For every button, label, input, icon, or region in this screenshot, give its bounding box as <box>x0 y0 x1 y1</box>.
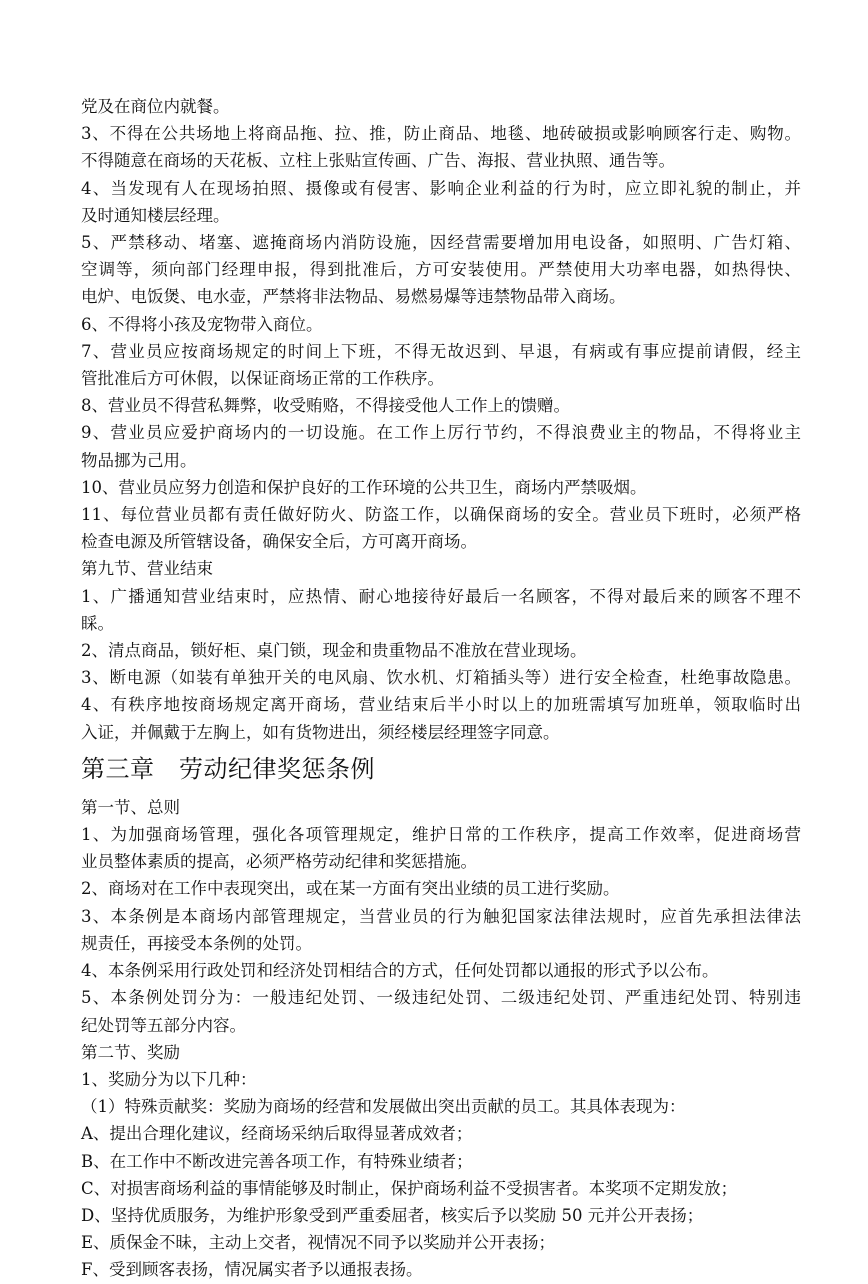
text-line: 8、营业员不得营私舞弊，收受贿赂，不得接受他人工作上的馈赠。 <box>81 396 570 416</box>
text-line: 2、清点商品，锁好柜、桌门锁，现金和贵重物品不准放在营业现场。 <box>81 641 587 661</box>
text-line: 10、营业员应努力创造和保护良好的工作环境的公共卫生，商场内严禁吸烟。 <box>81 477 647 497</box>
text-line: 3、不得在公共场地上将商品拖、拉、推，防止商品、地毯、地砖破损或影响顾客行走、购物。 <box>81 124 801 144</box>
text-line: 空调等，须向部门经理申报，得到批准后，方可安装使用。严禁使用大功率电器，如热得快、 <box>81 260 801 280</box>
text-line: D、坚持优质服务，为维护形象受到严重委屈者，核实后予以奖励 50 元并公开表扬； <box>81 1205 704 1225</box>
text-line: 7、营业员应按商场规定的时间上下班，不得无故迟到、早退，有病或有事应提前请假，经主 <box>81 341 801 361</box>
text-line: 第二节、奖励 <box>81 1042 180 1062</box>
text-line: 4、当发现有人在现场拍照、摄像或有侵害、影响企业利益的行为时，应立即礼貌的制止，并 <box>81 178 801 198</box>
text-line: 5、本条例处罚分为：一般违纪处罚、一级违纪处罚、二级违纪处罚、严重违纪处罚、特别违 <box>81 988 801 1008</box>
text-line: 电炉、电饭煲、电水壶，严禁将非法物品、易燃易爆等违禁物品带入商场。 <box>81 287 626 307</box>
text-line: 第一节、总则 <box>81 797 180 817</box>
text-line: 党及在商位内就餐。 <box>81 97 230 116</box>
text-line: 2、商场对在工作中表现突出，或在某一方面有突出业绩的员工进行奖励。 <box>81 879 620 899</box>
text-line: E、质保金不昧，主动上交者，视情况不同予以奖励并公开表扬； <box>81 1233 556 1253</box>
text-line: （1）特殊贡献奖：奖励为商场的经营和发展做出突出贡献的员工。其具体表现为： <box>81 1097 686 1117</box>
text-line: B、在工作中不断改进完善各项工作，有特殊业绩者； <box>81 1151 473 1171</box>
text-line: 1、广播通知营业结束时，应热情、耐心地接待好最后一名顾客，不得对最后来的顾客不理不 <box>81 586 801 606</box>
text-line: 4、本条例采用行政处罚和经济处罚相结合的方式，任何处罚都以通报的形式予以公布。 <box>81 961 719 981</box>
text-line: 4、有秩序地按商场规定离开商场，营业结束后半小时以上的加班需填写加班单，领取临时出 <box>81 695 801 715</box>
text-line: 管批准后方可休假，以保证商场正常的工作秩序。 <box>81 369 444 389</box>
text-line: 业员整体素质的提高，必须严格劳动纪律和奖惩措施。 <box>81 852 477 872</box>
text-line: F、受到顾客表扬，情况属实者予以通报表扬。 <box>81 1260 423 1280</box>
text-line: 3、本条例是本商场内部管理规定，当营业员的行为触犯国家法律法规时，应首先承担法律法 <box>81 906 801 926</box>
text-line: 不得随意在商场的天花板、立柱上张贴宣传画、广告、海报、营业执照、通告等。 <box>81 151 675 171</box>
text-line: 第九节、营业结束 <box>81 559 213 579</box>
document-page <box>81 93 801 1284</box>
text-line: 3、断电源（如装有单独开关的电风扇、饮水机、灯箱插头等）进行安全检查，杜绝事故隐患。 <box>81 668 801 688</box>
text-line: A、提出合理化建议，经商场采纳后取得显著成效者； <box>81 1124 473 1144</box>
section-retail-rules <box>81 93 801 746</box>
text-line: 6、不得将小孩及宠物带入商位。 <box>81 314 323 334</box>
text-line: 检查电源及所管辖设备，确保安全后，方可离开商场。 <box>81 532 477 552</box>
text-line: 11、每位营业员都有责任做好防火、防盗工作，以确保商场的安全。营业员下班时，必须严格 <box>81 505 801 525</box>
text-line: 睬。 <box>81 613 114 633</box>
text-line: 1、为加强商场管理，强化各项管理规定，维护日常的工作秩序，提高工作效率，促进商场营 <box>81 825 801 845</box>
text-line: 1、奖励分为以下几种： <box>81 1069 257 1089</box>
text-line: 物品挪为己用。 <box>81 450 197 470</box>
text-line: 5、严禁移动、堵塞、遮掩商场内消防设施，因经营需要增加用电设备，如照明、广告灯箱、 <box>81 233 801 253</box>
text-line: C、对损害商场利益的事情能够及时制止，保护商场利益不受损害者。本奖项不定期发放； <box>81 1178 738 1198</box>
text-line: 纪处罚等五部分内容。 <box>81 1015 246 1035</box>
text-line: 9、营业员应爱护商场内的一切设施。在工作上厉行节约，不得浪费业主的物品，不得将业主 <box>81 423 801 443</box>
text-line: 规责任，再接受本条例的处罚。 <box>81 933 312 953</box>
text-line: 入证，并佩戴于左胸上，如有货物进出，须经楼层经理签字同意。 <box>81 722 560 742</box>
chapter-title: 第三章 劳动纪律奖惩条例 <box>81 754 375 783</box>
text-line: 及时通知楼层经理。 <box>81 205 230 225</box>
section-chapter-three <box>81 794 801 1284</box>
